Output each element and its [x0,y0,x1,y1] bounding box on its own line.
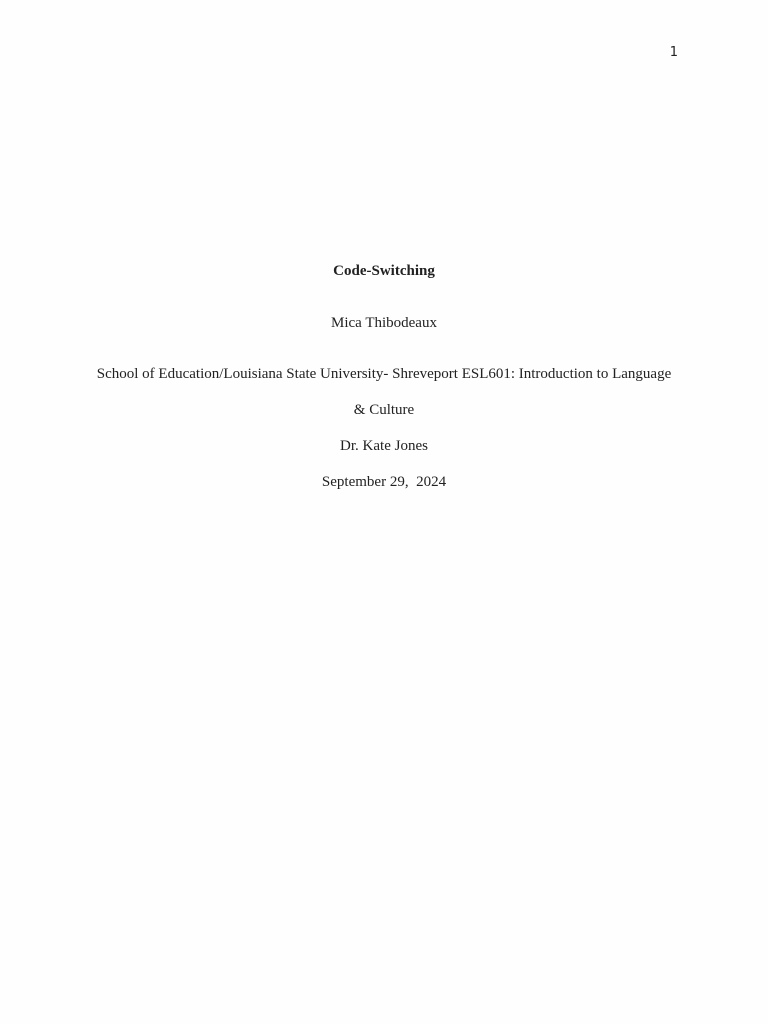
author-name: Mica Thibodeaux [331,315,437,331]
affiliation-line-2: & Culture [353,402,415,418]
instructor-name: Dr. Kate Jones [340,438,428,454]
page-number: 1 [669,45,678,60]
affiliation-line-1: School of Education/Louisiana State University- Shreveport ESL601: Introduction to Language [96,366,672,382]
submission-date: September 29, 2024 [321,474,447,490]
paper-title: Code-Switching [333,263,435,279]
title-block [0,261,768,492]
